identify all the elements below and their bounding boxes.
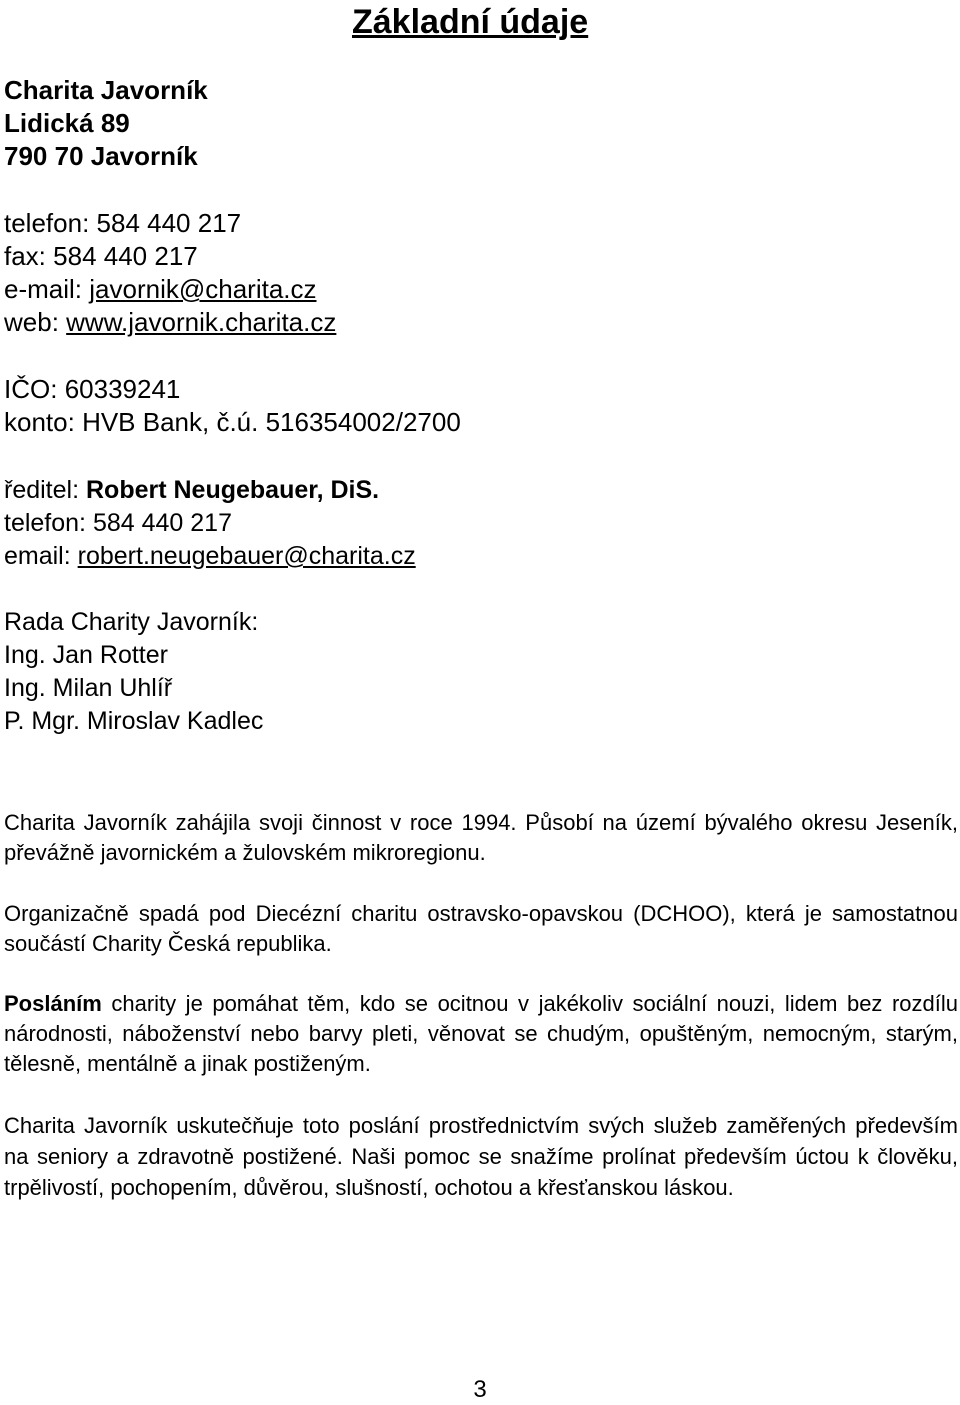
council-member: Ing. Milan Uhlíř xyxy=(4,674,173,702)
ids-block xyxy=(4,373,461,439)
web-label: web: xyxy=(4,307,59,337)
council-member: P. Mgr. Miroslav Kadlec xyxy=(4,707,264,735)
paragraph-history: Charita Javorník zahájila svoji činnost v roce 1994. Působí na území bývalého okresu Jeseník, převážně javornickém a žulovském mikroregionu. xyxy=(4,810,958,865)
director-email-link[interactable]: robert.neugebauer@charita.cz xyxy=(77,542,416,570)
phone-value: 584 440 217 xyxy=(96,208,242,238)
page-title: Základní údaje xyxy=(352,3,589,41)
council-heading: Rada Charity Javorník: xyxy=(4,608,259,636)
ico-label: IČO: xyxy=(4,374,58,404)
director-phone-line xyxy=(4,507,416,540)
paragraph-services: Charita Javorník uskutečňuje toto poslání prostřednictvím svých služeb zaměřených především na seniory a zdravotně postižené. Naši pomoc se snažíme prolínat především úctou k člověku, trpělivostí, pochopením, důvěrou, slušností, ochotou a křesťanskou láskou. xyxy=(4,1113,958,1200)
account-label: konto: xyxy=(4,407,75,437)
email-line xyxy=(4,273,336,306)
org-name: Charita Javorník xyxy=(4,75,208,105)
street: Lidická 89 xyxy=(4,108,130,138)
email-label: e-mail: xyxy=(4,274,83,304)
account-line xyxy=(4,406,461,439)
director-line xyxy=(4,474,416,507)
director-email-line xyxy=(4,540,416,573)
contacts-block xyxy=(4,207,336,339)
director-phone-label: telefon: xyxy=(4,509,87,537)
director-phone-value: 584 440 217 xyxy=(92,509,232,537)
mission-text: charity je pomáhat těm, kdo se ocitnou v jakékoliv sociální nouzi, lidem bez rozdílu národnosti, náboženství nebo barvy pleti, věnovat se chudým, opuštěným, nemocným, starým, tělesně, mentálně a jinak postiženým. xyxy=(4,991,958,1076)
phone-line xyxy=(4,207,336,240)
fax-line xyxy=(4,240,336,273)
ico-value: 60339241 xyxy=(64,374,181,404)
director-label: ředitel: xyxy=(4,476,80,504)
council-block xyxy=(4,606,263,738)
account-value: HVB Bank, č.ú. 516354002/2700 xyxy=(82,407,461,437)
page-number: 3 xyxy=(473,1376,487,1403)
phone-label: telefon: xyxy=(4,208,90,238)
web-line xyxy=(4,306,336,339)
fax-label: fax: xyxy=(4,241,46,271)
mission-keyword: Posláním xyxy=(4,991,102,1016)
web-link[interactable]: www.javornik.charita.cz xyxy=(66,307,337,337)
paragraph-organization: Organizačně spadá pod Diecézní charitu ostravsko-opavskou (DCHOO), která je samostatnou součástí Charity Česká republika. xyxy=(4,901,958,956)
council-member: Ing. Jan Rotter xyxy=(4,641,168,669)
paragraph-mission xyxy=(4,989,958,1079)
address-block xyxy=(4,74,208,173)
director-block xyxy=(4,474,416,573)
director-email-label: email: xyxy=(4,542,71,570)
ico-line xyxy=(4,373,461,406)
city: 790 70 Javorník xyxy=(4,141,198,171)
fax-value: 584 440 217 xyxy=(53,241,198,271)
director-name: Robert Neugebauer, DiS. xyxy=(86,476,380,504)
email-link[interactable]: javornik@charita.cz xyxy=(89,274,317,304)
